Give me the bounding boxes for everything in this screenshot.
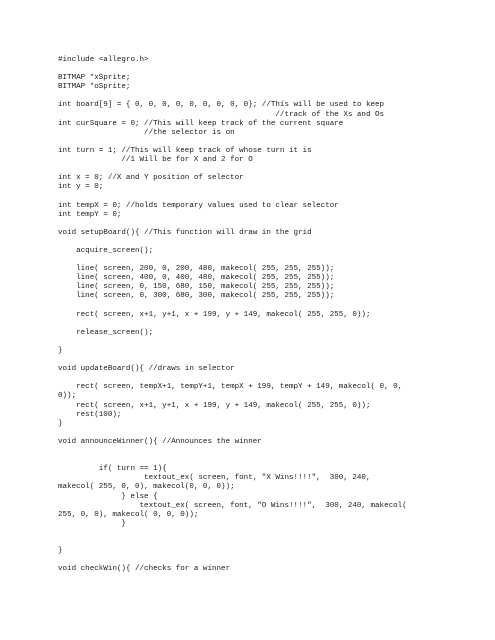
- code-line: rest(100);: [58, 410, 122, 419]
- code-line: int curSquare = 0; //This will keep track of the current square: [58, 119, 344, 128]
- code-listing: [58, 56, 458, 574]
- code-line: textout_ex( screen, font, "X Wins!!!!", 300, 240,: [58, 474, 371, 483]
- code-line: [58, 256, 458, 265]
- code-line: [58, 92, 458, 101]
- code-line: int tempX = 0; //holds temporary values used to clear selector: [58, 201, 339, 210]
- code-line: rect( screen, x+1, y+1, x + 199, y + 149, makecol( 255, 255, 0));: [58, 401, 371, 410]
- code-line: 0));: [58, 392, 77, 401]
- code-line: [58, 165, 458, 174]
- code-line: }: [58, 419, 63, 428]
- code-line: int x = 0; //X and Y position of selector: [58, 174, 244, 183]
- code-line: [58, 238, 458, 247]
- code-line: int turn = 1; //This will keep track of whose turn it is: [58, 146, 312, 155]
- code-line: 255, 0, 0), makecol( 0, 0, 0));: [58, 510, 199, 519]
- code-line: //track of the Xs and Os: [58, 110, 385, 119]
- code-line: int tempY = 0;: [58, 210, 122, 219]
- code-line: int y = 0;: [58, 183, 104, 192]
- code-line: release_screen();: [58, 328, 154, 337]
- code-line: int board[9] = { 0, 0, 0, 0, 0, 0, 0, 0, 0}; //This will be used to keep: [58, 101, 385, 110]
- code-line: [58, 192, 458, 201]
- code-line: [58, 65, 458, 74]
- code-line: line( screen, 400, 0, 400, 480, makecol( 255, 255, 255));: [58, 274, 335, 283]
- code-line: [58, 556, 458, 565]
- code-line: makecol( 255, 0, 0), makecol(0, 0, 0));: [58, 483, 235, 492]
- code-line: //the selector is on: [58, 128, 235, 137]
- code-line: [58, 220, 458, 229]
- code-line: [58, 320, 458, 329]
- code-line: void announceWinner(){ //Announces the winner: [58, 437, 262, 446]
- code-line: void updateBoard(){ //draws in selector: [58, 365, 235, 374]
- code-line: [58, 302, 458, 311]
- code-line: if( turn == 1){: [58, 465, 167, 474]
- code-line: [58, 338, 458, 347]
- code-line: [58, 138, 458, 147]
- code-line: //1 Will be for X and 2 for O: [58, 156, 253, 165]
- code-line: #include <allegro.h>: [58, 56, 149, 64]
- code-line: } else {: [58, 492, 158, 501]
- code-line: line( screen, 200, 0, 200, 480, makecol( 255, 255, 255));: [58, 265, 335, 274]
- code-line: textout_ex( screen, font, "O Wins!!!!", 300, 240, makecol(: [58, 501, 407, 510]
- code-line: void setupBoard(){ //This function will draw in the grid: [58, 228, 312, 237]
- code-line: }: [58, 347, 63, 355]
- code-line: rect( screen, tempX+1, tempY+1, tempX + 199, tempY + 149, makecol( 0, 0,: [58, 383, 403, 392]
- code-line: [58, 538, 458, 547]
- code-line: rect( screen, x+1, y+1, x + 199, y + 149, makecol( 255, 255, 0));: [58, 310, 371, 319]
- code-line: BITMAP *xSprite;: [58, 74, 131, 83]
- code-line: line( screen, 0, 150, 680, 150, makecol( 255, 255, 255));: [58, 283, 335, 292]
- code-line: line( screen, 0, 300, 680, 300, makecol( 255, 255, 255));: [58, 292, 335, 301]
- code-line: }: [58, 519, 126, 528]
- code-line: BITMAP *oSprite;: [58, 83, 131, 92]
- code-line: acquire_screen();: [58, 246, 154, 255]
- code-line: }: [58, 547, 63, 556]
- code-line: [58, 447, 458, 456]
- code-line: [58, 356, 458, 365]
- code-line: [58, 529, 458, 538]
- code-line: [58, 429, 458, 438]
- code-line: void checkWin(){ //checks for a winner: [58, 565, 231, 574]
- code-line: [58, 374, 458, 383]
- code-line: [58, 456, 458, 465]
